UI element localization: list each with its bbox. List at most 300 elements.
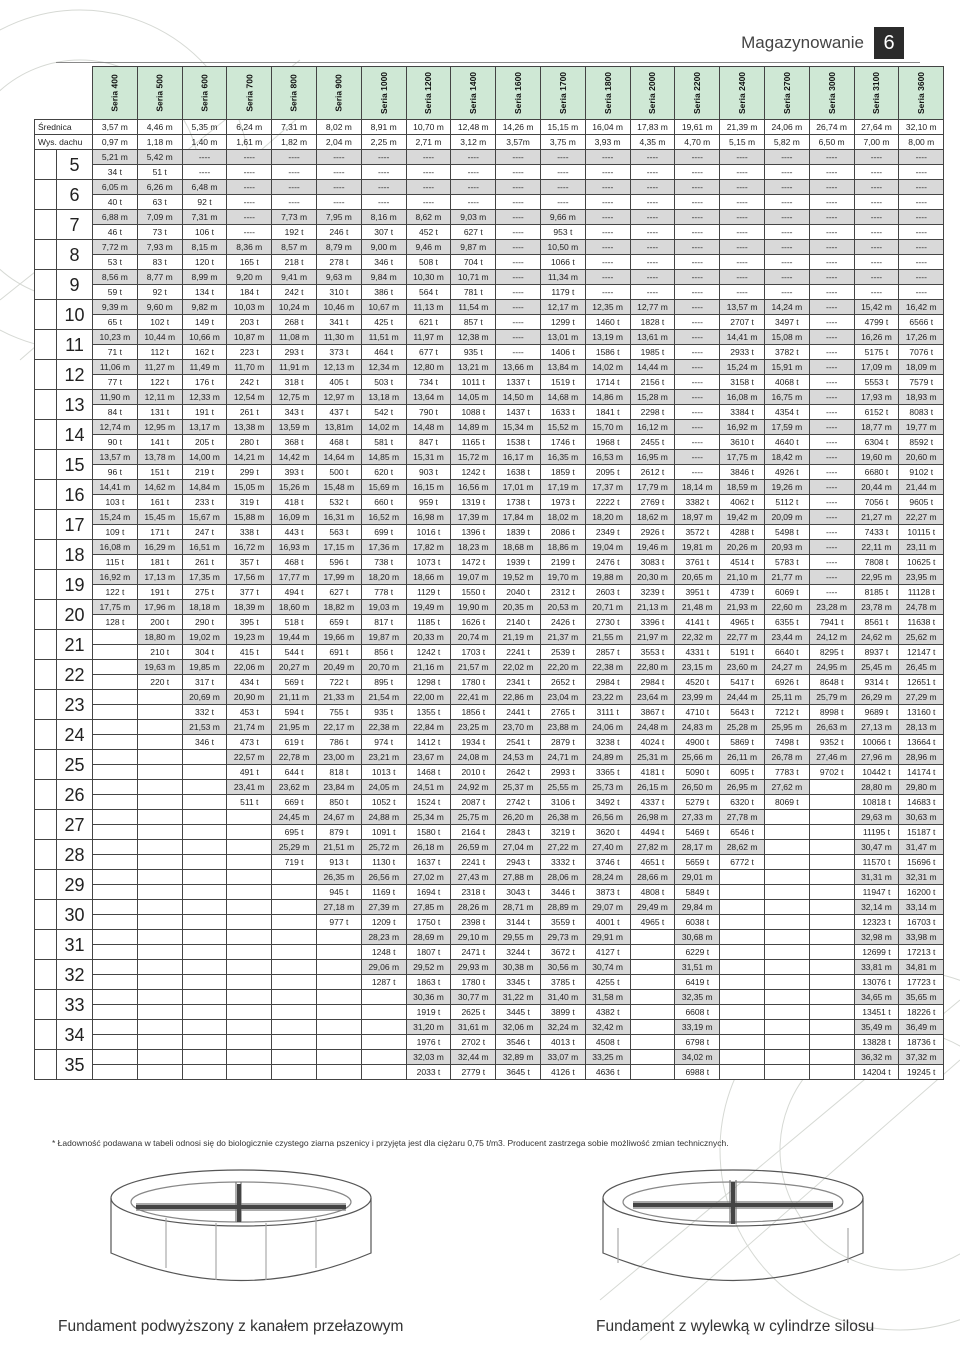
capacity-cell: 1129 t	[406, 585, 451, 600]
diameter-cell: 14,26 m	[496, 120, 541, 135]
capacity-cell: 11947 t	[854, 885, 899, 900]
capacity-cell: 210 t	[137, 645, 182, 660]
capacity-cell: 8185 t	[854, 585, 899, 600]
capacity-cell: 3382 t	[675, 495, 720, 510]
height-cell: 17,26 m	[899, 330, 944, 345]
empty-cell	[137, 855, 182, 870]
height-cell: 30,77 m	[451, 990, 496, 1005]
height-cell: 15,88 m	[227, 510, 272, 525]
capacity-cell: 120 t	[182, 255, 227, 270]
height-cell: 26,45 m	[899, 660, 944, 675]
empty-cell	[630, 960, 675, 975]
capacity-cell: 569 t	[272, 675, 317, 690]
height-cell: ----	[316, 150, 361, 165]
capacity-cell: ----	[630, 225, 675, 240]
capacity-cell: 46 t	[93, 225, 138, 240]
capacity-cell: ----	[809, 315, 854, 330]
capacity-cell: 310 t	[316, 285, 361, 300]
capacity-cell: 468 t	[272, 555, 317, 570]
capacity-cell: 1355 t	[406, 705, 451, 720]
capacity-cell: ----	[585, 255, 630, 270]
capacity-cell: 691 t	[316, 645, 361, 660]
empty-cell	[316, 1035, 361, 1050]
capacity-cell: 77 t	[93, 375, 138, 390]
capacity-cell: 2241 t	[496, 645, 541, 660]
capacity-cell: 781 t	[451, 285, 496, 300]
height-cell: 10,46 m	[316, 300, 361, 315]
capacity-cell: ----	[496, 345, 541, 360]
height-cell: 25,45 m	[854, 660, 899, 675]
series-label: Seria 1800	[602, 71, 613, 115]
height-cell: 16,35 m	[540, 450, 585, 465]
diameter-cell: 6,24 m	[227, 120, 272, 135]
empty-cell	[720, 945, 765, 960]
diameter-cell: 21,39 m	[720, 120, 765, 135]
empty-cell	[316, 1050, 361, 1065]
height-cell: 17,37 m	[585, 480, 630, 495]
height-cell: 24,27 m	[764, 660, 809, 675]
ring-count: 35	[57, 1050, 93, 1080]
capacity-cell: 1073 t	[406, 555, 451, 570]
height-cell: 15,42 m	[854, 300, 899, 315]
height-cell: 11,90 m	[93, 390, 138, 405]
empty-cell	[720, 1035, 765, 1050]
height-cell: 13,38 m	[227, 420, 272, 435]
capacity-cell: ----	[809, 465, 854, 480]
capacity-cell: 2341 t	[496, 675, 541, 690]
row-margin	[35, 930, 57, 960]
height-cell: 29,91 m	[585, 930, 630, 945]
capacity-cell: 3144 t	[496, 915, 541, 930]
capacity-cell: 3553 t	[630, 645, 675, 660]
height-cell: 23,21 m	[361, 750, 406, 765]
capacity-cell: ----	[809, 555, 854, 570]
ring-height-row	[35, 900, 944, 915]
height-cell: 28,26 m	[451, 900, 496, 915]
ring-capacity-row	[35, 645, 944, 660]
height-cell: 29,52 m	[406, 960, 451, 975]
capacity-cell: 268 t	[272, 315, 317, 330]
height-cell: ----	[227, 150, 272, 165]
capacity-cell: 1939 t	[496, 555, 541, 570]
capacity-cell: 699 t	[361, 525, 406, 540]
capacity-cell: 6069 t	[764, 585, 809, 600]
empty-cell	[272, 900, 317, 915]
ring-height-row	[35, 420, 944, 435]
height-cell: 10,87 m	[227, 330, 272, 345]
height-cell: 29,84 m	[675, 900, 720, 915]
height-cell: 14,50 m	[496, 390, 541, 405]
capacity-cell: 4331 t	[675, 645, 720, 660]
height-cell: 20,90 m	[227, 690, 272, 705]
height-cell: 28,71 m	[496, 900, 541, 915]
empty-cell	[93, 825, 138, 840]
raised-foundation-illustration	[96, 1158, 386, 1308]
ring-count: 12	[57, 360, 93, 390]
ring-count: 20	[57, 600, 93, 630]
height-cell: 11,70 m	[227, 360, 272, 375]
capacity-cell: 13664 t	[899, 735, 944, 750]
capacity-cell: 6566 t	[899, 315, 944, 330]
ring-height-row	[35, 240, 944, 255]
capacity-cell: 4001 t	[585, 915, 630, 930]
height-cell: ----	[809, 330, 854, 345]
capacity-cell: 343 t	[272, 405, 317, 420]
capacity-cell: 171 t	[137, 525, 182, 540]
height-cell: ----	[272, 180, 317, 195]
empty-cell	[137, 1035, 182, 1050]
capacity-cell: 4651 t	[630, 855, 675, 870]
row-margin	[35, 210, 57, 240]
capacity-cell: 627 t	[316, 585, 361, 600]
height-cell: 23,44 m	[764, 630, 809, 645]
empty-cell	[720, 885, 765, 900]
series-header	[496, 67, 541, 120]
capacity-cell: 850 t	[316, 795, 361, 810]
capacity-cell: 4288 t	[720, 525, 765, 540]
capacity-cell: 2199 t	[540, 555, 585, 570]
capacity-cell: 2707 t	[720, 315, 765, 330]
capacity-cell: 12651 t	[899, 675, 944, 690]
height-cell: 29,63 m	[854, 810, 899, 825]
capacity-cell: 704 t	[451, 255, 496, 270]
empty-cell	[93, 855, 138, 870]
row-margin	[35, 600, 57, 630]
height-cell: 13,01 m	[540, 330, 585, 345]
capacity-cell: 5659 t	[675, 855, 720, 870]
ring-count: 11	[57, 330, 93, 360]
height-cell: 9,39 m	[93, 300, 138, 315]
height-cell: 30,36 m	[406, 990, 451, 1005]
capacity-cell: 2426 t	[540, 615, 585, 630]
empty-cell	[361, 1005, 406, 1020]
empty-cell	[137, 765, 182, 780]
series-header	[854, 67, 899, 120]
ring-count: 7	[57, 210, 93, 240]
height-cell: 27,04 m	[496, 840, 541, 855]
height-cell: 14,48 m	[406, 420, 451, 435]
height-cell: 22,11 m	[854, 540, 899, 555]
empty-cell	[764, 975, 809, 990]
capacity-cell: 11195 t	[854, 825, 899, 840]
height-cell: 9,46 m	[406, 240, 451, 255]
height-cell: 30,47 m	[854, 840, 899, 855]
height-cell: 27,78 m	[720, 810, 765, 825]
height-cell: 22,84 m	[406, 720, 451, 735]
height-cell: 13,78 m	[137, 450, 182, 465]
height-cell: 22,20 m	[540, 660, 585, 675]
row-margin	[35, 270, 57, 300]
height-cell: 20,71 m	[585, 600, 630, 615]
capacity-cell: 1856 t	[451, 705, 496, 720]
ring-capacity-row	[35, 435, 944, 450]
capacity-cell: 9702 t	[809, 765, 854, 780]
capacity-cell: 6152 t	[854, 405, 899, 420]
height-cell: 36,32 m	[854, 1050, 899, 1065]
series-label: Seria 2000	[647, 71, 658, 115]
height-cell: 13,57 m	[93, 450, 138, 465]
height-cell: 35,65 m	[899, 990, 944, 1005]
height-cell: 8,36 m	[227, 240, 272, 255]
capacity-cell: 1242 t	[451, 465, 496, 480]
capacity-cell: 341 t	[316, 315, 361, 330]
empty-cell	[137, 1020, 182, 1035]
height-cell: 29,10 m	[451, 930, 496, 945]
capacity-cell: 6304 t	[854, 435, 899, 450]
capacity-cell: 468 t	[316, 435, 361, 450]
height-cell: 8,16 m	[361, 210, 406, 225]
capacity-cell: 3785 t	[540, 975, 585, 990]
height-cell: 32,31 m	[899, 870, 944, 885]
diameter-cell: 15,15 m	[540, 120, 585, 135]
diameter-cell: 8,02 m	[316, 120, 361, 135]
empty-cell	[227, 900, 272, 915]
series-label: Seria 3600	[916, 71, 927, 115]
capacity-cell: 200 t	[137, 615, 182, 630]
empty-cell	[182, 810, 227, 825]
roof-height-row	[35, 135, 944, 150]
row-margin	[35, 780, 57, 810]
ring-count: 16	[57, 480, 93, 510]
capacity-cell: 2926 t	[630, 525, 675, 540]
capacity-cell: 299 t	[227, 465, 272, 480]
height-cell: 27,39 m	[361, 900, 406, 915]
height-cell: 12,13 m	[316, 360, 361, 375]
capacity-cell: ----	[361, 195, 406, 210]
height-cell: ----	[809, 390, 854, 405]
ring-height-row	[35, 450, 944, 465]
capacity-cell: 6798 t	[675, 1035, 720, 1050]
height-cell: 23,67 m	[406, 750, 451, 765]
ring-height-row	[35, 990, 944, 1005]
capacity-cell: 1550 t	[451, 585, 496, 600]
empty-cell	[227, 1020, 272, 1035]
empty-cell	[361, 1035, 406, 1050]
height-cell: 9,03 m	[451, 210, 496, 225]
height-cell: 19,46 m	[630, 540, 675, 555]
row-margin	[35, 1020, 57, 1050]
height-cell: 31,58 m	[585, 990, 630, 1005]
empty-cell	[93, 975, 138, 990]
empty-cell	[182, 1050, 227, 1065]
capacity-cell: 1519 t	[540, 375, 585, 390]
capacity-cell: 290 t	[182, 615, 227, 630]
capacity-cell: 1412 t	[406, 735, 451, 750]
height-cell: 17,36 m	[361, 540, 406, 555]
capacity-cell: 677 t	[406, 345, 451, 360]
empty-cell	[764, 915, 809, 930]
series-header	[764, 67, 809, 120]
height-cell: 15,34 m	[496, 420, 541, 435]
ring-capacity-row	[35, 585, 944, 600]
height-cell: 22,32 m	[675, 630, 720, 645]
empty-cell	[809, 870, 854, 885]
capacity-cell: 786 t	[316, 735, 361, 750]
height-cell: 26,15 m	[630, 780, 675, 795]
capacity-cell: ----	[227, 195, 272, 210]
height-cell: 21,77 m	[764, 570, 809, 585]
capacity-cell: 16200 t	[899, 885, 944, 900]
diameter-cell: 27,64 m	[854, 120, 899, 135]
capacity-cell: 368 t	[272, 435, 317, 450]
height-cell: 17,96 m	[137, 600, 182, 615]
height-cell: ----	[630, 180, 675, 195]
series-header	[227, 67, 272, 120]
empty-cell	[137, 840, 182, 855]
ring-count: 14	[57, 420, 93, 450]
height-cell: 29,55 m	[496, 930, 541, 945]
capacity-cell: 3043 t	[496, 885, 541, 900]
height-cell: 16,26 m	[854, 330, 899, 345]
empty-cell	[227, 825, 272, 840]
ring-count: 24	[57, 720, 93, 750]
height-cell: 10,71 m	[451, 270, 496, 285]
height-cell: 28,23 m	[361, 930, 406, 945]
ring-count: 26	[57, 780, 93, 810]
height-cell: ----	[675, 300, 720, 315]
height-cell: 12,77 m	[630, 300, 675, 315]
capacity-cell: ----	[272, 165, 317, 180]
height-cell: 19,07 m	[451, 570, 496, 585]
row-margin	[35, 960, 57, 990]
height-cell: 35,49 m	[854, 1020, 899, 1035]
capacity-cell: 346 t	[182, 735, 227, 750]
empty-cell	[93, 1035, 138, 1050]
height-cell: 11,49 m	[182, 360, 227, 375]
empty-cell	[227, 975, 272, 990]
capacity-cell: 4636 t	[585, 1065, 630, 1080]
capacity-cell: 6229 t	[675, 945, 720, 960]
empty-cell	[182, 1020, 227, 1035]
capacity-cell: ----	[764, 225, 809, 240]
height-cell: 27,46 m	[809, 750, 854, 765]
ring-capacity-row	[35, 525, 944, 540]
height-cell: 16,09 m	[272, 510, 317, 525]
series-header	[540, 67, 585, 120]
diameter-cell: 17,83 m	[630, 120, 675, 135]
height-cell: 18,82 m	[316, 600, 361, 615]
empty-cell	[137, 735, 182, 750]
ring-capacity-row	[35, 315, 944, 330]
ring-count: 9	[57, 270, 93, 300]
capacity-cell: 184 t	[227, 285, 272, 300]
empty-cell	[227, 840, 272, 855]
capacity-cell: 2455 t	[630, 435, 675, 450]
height-cell: 12,75 m	[272, 390, 317, 405]
row-margin	[35, 510, 57, 540]
capacity-cell: 5469 t	[675, 825, 720, 840]
capacity-cell: 619 t	[272, 735, 317, 750]
height-cell: 20,09 m	[764, 510, 809, 525]
height-cell: 21,93 m	[720, 600, 765, 615]
empty-cell	[93, 750, 138, 765]
capacity-cell: 34 t	[93, 165, 138, 180]
empty-cell	[182, 990, 227, 1005]
capacity-cell: 2541 t	[496, 735, 541, 750]
height-cell: 18,02 m	[540, 510, 585, 525]
height-cell: 22,95 m	[854, 570, 899, 585]
height-cell: 7,72 m	[93, 240, 138, 255]
series-label: Seria 1400	[468, 71, 479, 115]
row-margin	[35, 420, 57, 450]
capacity-cell: 2398 t	[451, 915, 496, 930]
height-cell: 25,62 m	[899, 630, 944, 645]
row-margin	[35, 570, 57, 600]
height-cell: 9,63 m	[316, 270, 361, 285]
capacity-cell: 4068 t	[764, 375, 809, 390]
capacity-cell: ----	[809, 375, 854, 390]
capacity-cell: ----	[675, 315, 720, 330]
capacity-cell: 1179 t	[540, 285, 585, 300]
height-cell: 27,13 m	[854, 720, 899, 735]
empty-cell	[316, 975, 361, 990]
capacity-cell: 3345 t	[496, 975, 541, 990]
ring-height-row	[35, 180, 944, 195]
row-margin	[35, 330, 57, 360]
capacity-cell: ----	[899, 255, 944, 270]
capacity-cell: 1319 t	[451, 495, 496, 510]
height-cell: ----	[675, 330, 720, 345]
ring-capacity-row	[35, 465, 944, 480]
empty-cell	[137, 1065, 182, 1080]
capacity-cell: 405 t	[316, 375, 361, 390]
height-cell: 14,02 m	[585, 360, 630, 375]
height-cell: 18,23 m	[451, 540, 496, 555]
empty-cell	[272, 1050, 317, 1065]
capacity-cell: 4900 t	[675, 735, 720, 750]
empty-cell	[137, 870, 182, 885]
capacity-cell: 11638 t	[899, 615, 944, 630]
capacity-cell: 5553 t	[854, 375, 899, 390]
empty-cell	[93, 1065, 138, 1080]
capacity-cell: 9352 t	[809, 735, 854, 750]
height-cell: 34,02 m	[675, 1050, 720, 1065]
capacity-cell: 2730 t	[585, 615, 630, 630]
height-cell: ----	[809, 360, 854, 375]
height-cell: 20,35 m	[496, 600, 541, 615]
height-cell: 12,74 m	[93, 420, 138, 435]
height-cell: 22,57 m	[227, 750, 272, 765]
ring-height-row	[35, 720, 944, 735]
empty-cell	[630, 945, 675, 960]
series-label: Seria 800	[289, 74, 300, 112]
height-cell: ----	[540, 150, 585, 165]
diameter-row	[35, 120, 944, 135]
height-cell: ----	[675, 180, 720, 195]
capacity-cell: 6608 t	[675, 1005, 720, 1020]
height-cell: 25,75 m	[451, 810, 496, 825]
capacity-cell: 3559 t	[540, 915, 585, 930]
empty-cell	[227, 990, 272, 1005]
height-cell: ----	[675, 450, 720, 465]
capacity-cell: 7212 t	[764, 705, 809, 720]
ring-capacity-row	[35, 945, 944, 960]
height-cell: 26,20 m	[496, 810, 541, 825]
capacity-cell: 508 t	[406, 255, 451, 270]
height-cell: ----	[809, 210, 854, 225]
capacity-cell: 518 t	[272, 615, 317, 630]
height-cell: ----	[764, 270, 809, 285]
row-margin	[35, 990, 57, 1020]
empty-cell	[764, 810, 809, 825]
capacity-cell: 3445 t	[496, 1005, 541, 1020]
capacity-cell: 3492 t	[585, 795, 630, 810]
height-cell: 16,92 m	[720, 420, 765, 435]
height-cell: ----	[316, 180, 361, 195]
empty-cell	[720, 900, 765, 915]
diameter-cell: 19,61 m	[675, 120, 720, 135]
height-cell: ----	[899, 270, 944, 285]
